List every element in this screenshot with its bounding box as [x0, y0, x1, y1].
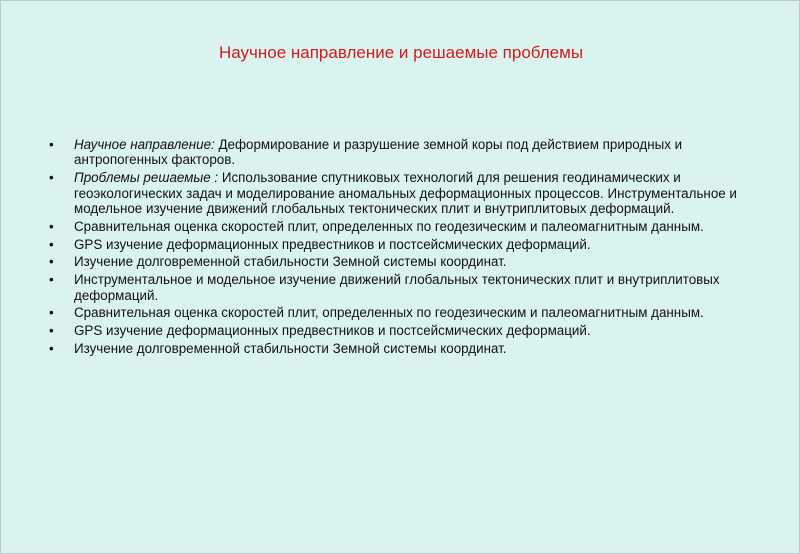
bullet-icon: • [49, 323, 54, 339]
bullet-lead: Проблемы решаемые : [74, 170, 219, 186]
bullet-text: Инструментальное и модельное изучение движений глобальных тектонических плит и внутриплитовых деформаций. [74, 272, 720, 303]
bullet-item [49, 323, 749, 338]
bullet-item [49, 305, 749, 320]
bullet-list [49, 137, 749, 359]
bullet-item [49, 170, 749, 216]
bullet-icon: • [49, 272, 54, 288]
bullet-icon: • [49, 218, 54, 234]
bullet-text: Деформирование и разрушение земной коры под действием природных и антропогенных факторов. [74, 137, 683, 168]
bullet-text: Сравнительная оценка скоростей плит, определенных по геодезическим и палеомагнитным данным. [74, 218, 704, 234]
bullet-item [49, 137, 749, 168]
bullet-lead: Научное направление: [74, 137, 215, 152]
bullet-text: Сравнительная оценка скоростей плит, определенных по геодезическим и палеомагнитным данным. [74, 305, 704, 321]
bullet-icon: • [49, 305, 54, 321]
bullet-item [49, 219, 749, 234]
bullet-item [49, 254, 749, 269]
bullet-icon: • [49, 170, 54, 186]
slide-title: Научное направление и решаемые проблемы [218, 43, 584, 62]
bullet-text: Изучение долговременной стабильности Земной системы координат. [74, 341, 507, 356]
bullet-item [49, 341, 749, 356]
bullet-icon: • [49, 236, 54, 252]
bullet-item [49, 272, 749, 303]
bullet-icon: • [49, 254, 54, 270]
bullet-text: Использование спутниковых технологий для решения геодинамических и геоэкологических задач и моделирование аномальных деформационных процессов. Инструментальное и модельное изучение движений глобальных тектонических плит и внутриплитовых деформаций. [74, 170, 737, 217]
bullet-icon: • [49, 137, 54, 152]
bullet-text: GPS изучение деформационных предвестников и постсейсмических деформаций. [74, 323, 591, 339]
bullet-icon: • [49, 341, 54, 356]
bullet-item [49, 237, 749, 252]
bullet-text: GPS изучение деформационных предвестников и постсейсмических деформаций. [74, 236, 591, 252]
bullet-text: Изучение долговременной стабильности Земной системы координат. [74, 254, 507, 270]
